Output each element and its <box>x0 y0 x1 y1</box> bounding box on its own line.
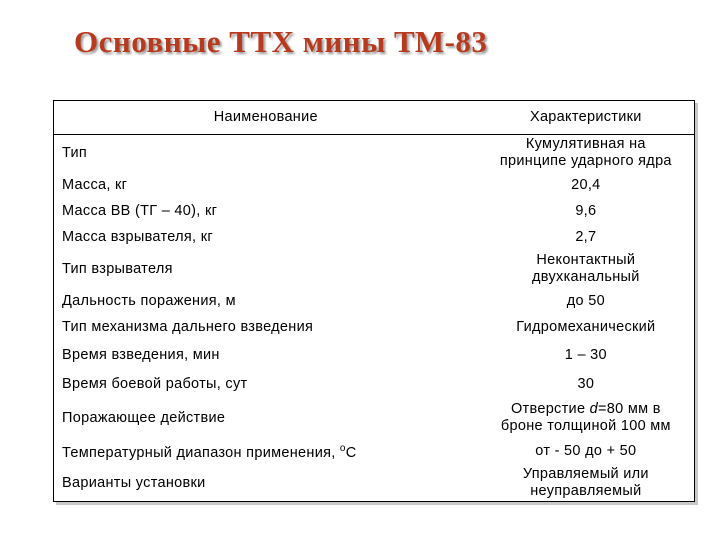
row-name: Время боевой работы, сут <box>62 375 248 392</box>
row-name: Варианты установки <box>62 474 206 491</box>
specs-table <box>53 100 695 502</box>
header-value: Характеристики <box>529 109 642 125</box>
table-row <box>54 465 694 501</box>
row-value: Кумулятивная на принципе ударного ядра <box>499 136 672 169</box>
table-row <box>54 172 694 198</box>
row-name: Тип взрывателя <box>62 260 173 277</box>
table-row <box>54 314 694 341</box>
row-name: Масса, кг <box>62 176 128 193</box>
row-value: от - 50 до + 50 <box>535 442 637 459</box>
table-row <box>54 224 694 250</box>
temperature-label: Температурный диапазон применения, $^о$С <box>62 443 357 461</box>
row-name: Дальность поражения, м <box>62 292 236 309</box>
row-value: до 50 <box>566 292 605 309</box>
row-value: 20,4 <box>571 176 601 193</box>
row-value: 30 <box>577 375 595 392</box>
row-name <box>54 437 478 465</box>
page-title: Основные ТТХ мины ТМ-83 <box>74 24 488 59</box>
header-name: Наименование <box>213 109 318 125</box>
row-value: Неконтактный двухканальный <box>532 252 640 285</box>
row-value <box>478 399 694 437</box>
table-row <box>54 288 694 314</box>
row-value: Гидромеханический <box>516 319 656 335</box>
table-row <box>54 198 694 224</box>
row-name: Масса взрывателя, кг <box>62 228 213 245</box>
row-value: 9,6 <box>575 202 597 219</box>
row-name: Масса ВВ (ТГ – 40), кг <box>62 202 218 219</box>
row-name: Тип <box>62 144 88 161</box>
table-row <box>54 134 694 172</box>
row-name: Время взведения, мин <box>62 346 220 363</box>
table-row <box>54 341 694 369</box>
table-row <box>54 399 694 437</box>
row-value: 2,7 <box>575 228 597 245</box>
row-value: Управляемый или неуправляемый <box>522 466 649 499</box>
defeat-value-text: Отверстие d=80 мм в броне толщиной 100 мм <box>500 401 671 434</box>
row-name: Тип механизма дальнего взведения <box>62 319 314 335</box>
table-header-row <box>54 101 694 135</box>
table-row <box>54 369 694 399</box>
row-value: 1 – 30 <box>564 346 607 363</box>
table-row <box>54 437 694 465</box>
row-name: Поражающее действие <box>62 409 226 426</box>
table-row <box>54 250 694 288</box>
